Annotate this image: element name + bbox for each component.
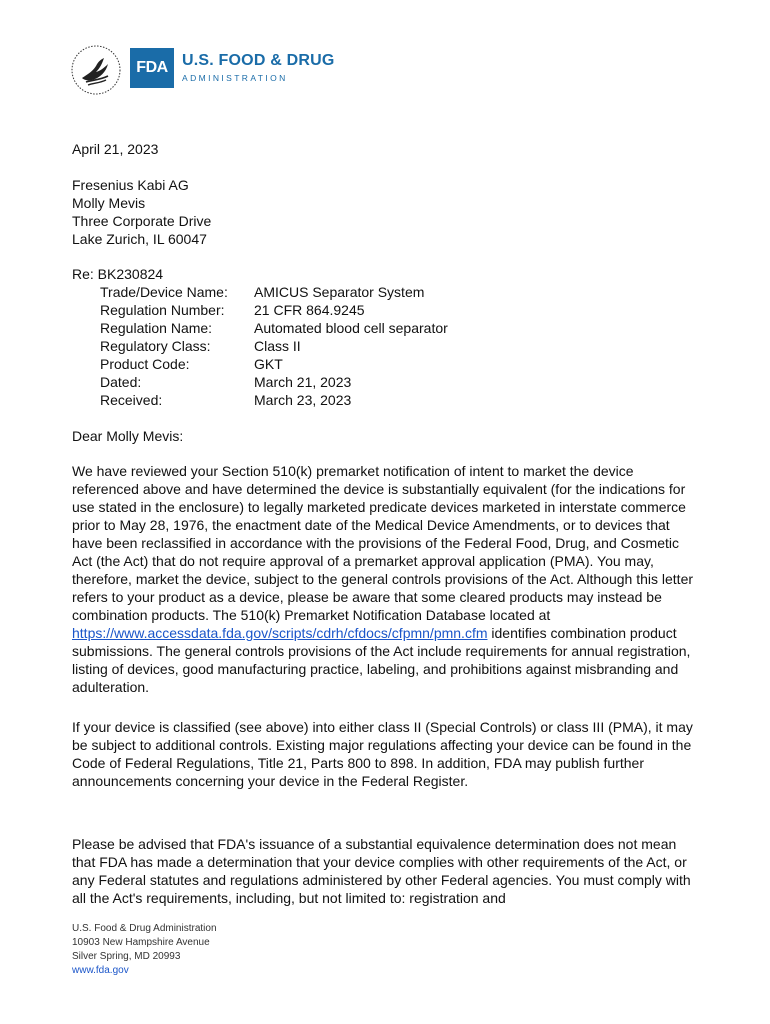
footer-line: U.S. Food & Drug Administration: [72, 923, 217, 934]
detail-value: Automated blood cell separator: [254, 320, 448, 336]
fda-logo-mark: FDA: [130, 48, 174, 88]
salutation: Dear Molly Mevis:: [72, 428, 184, 444]
fda-logo-subtitle: ADMINISTRATION: [182, 73, 288, 83]
footer-address: [72, 922, 217, 978]
letter-date: April 21, 2023: [72, 141, 159, 157]
detail-value: March 21, 2023: [254, 374, 352, 390]
detail-label: Received:: [100, 392, 163, 408]
detail-label: Regulatory Class:: [100, 338, 211, 354]
detail-value: March 23, 2023: [254, 392, 352, 408]
footer-website-link[interactable]: www.fda.gov: [72, 965, 129, 976]
body-paragraph-2: If your device is classified (see above) into either class II (Special Controls) or class III (PMA), it may be subject to additional controls. Existing major regulations affecting your device can be found in the Code of Federal Regulations, Title 21, Parts 800 to 898. In addition, FDA may publish further announcements concerning your device in the Federal Register.: [72, 719, 693, 789]
detail-label: Dated:: [100, 374, 142, 390]
detail-row: [72, 355, 712, 373]
detail-row: [72, 301, 712, 319]
paragraph-text: identifies combination product submissions. The general controls provisions of the Act include requirements for annual registration, listing of devices, good manufacturing practice, labeling, and prohibitions against misbranding and adulteration.: [72, 625, 691, 695]
recipient-name: Molly Mevis: [72, 195, 146, 211]
recipient-company: Fresenius Kabi AG: [72, 177, 189, 193]
detail-value: Class II: [254, 338, 301, 354]
detail-label: Regulation Number:: [100, 302, 225, 318]
paragraph-text: We have reviewed your Section 510(k) premarket notification of intent to market the device referenced above and have determined the device is substantially equivalent (for the indications for use stated in the enclosure) to legally marketed predicate devices marketed in interstate commerce prior to May 28, 1976, the enactment date of the Medical Device Amendments, or to devices that have been reclassified in accordance with the provisions of the Federal Food, Drug, and Cosmetic Act (the Act) that do not require approval of a premarket approval application (PMA). You may, therefore, market the device, subject to the general controls provisions of the Act. Although this letter refers to your product as a device, please be aware that some cleared products may instead be combination products. The 510(k) Premarket Notification Database located at: [72, 463, 694, 623]
recipient-city: Lake Zurich, IL 60047: [72, 231, 207, 247]
hhs-seal-icon: [70, 44, 122, 96]
detail-row: [72, 391, 712, 409]
footer-line: Silver Spring, MD 20993: [72, 951, 181, 962]
recipient-street: Three Corporate Drive: [72, 213, 212, 229]
detail-row: [72, 373, 712, 391]
body-paragraph-3: Please be advised that FDA's issuance of a substantial equivalence determination does not mean that FDA has made a determination that your device complies with other requirements of the Act, or any Federal statutes and regulations administered by other Federal agencies. You must comply with all the Act's requirements, including, but not limited to: registration and: [72, 836, 691, 906]
detail-label: Trade/Device Name:: [100, 284, 228, 300]
body-paragraph-1: [72, 462, 696, 696]
detail-label: Regulation Name:: [100, 320, 213, 336]
detail-row: [72, 337, 712, 355]
detail-value: AMICUS Separator System: [254, 284, 425, 300]
recipient-address: [72, 176, 696, 248]
detail-row: [72, 283, 712, 301]
detail-label: Product Code:: [100, 356, 190, 372]
detail-row: [72, 319, 712, 337]
re-line: Re: BK230824: [72, 266, 164, 282]
fda-logo: [130, 48, 335, 88]
detail-value: GKT: [254, 356, 283, 372]
detail-value: 21 CFR 864.9245: [254, 302, 365, 318]
pmn-database-link[interactable]: https://www.accessdata.fda.gov/scripts/cdrh/cfdocs/cfpmn/pmn.cfm: [72, 625, 488, 641]
fda-logo-title: U.S. FOOD & DRUG: [182, 52, 335, 69]
footer-line: 10903 New Hampshire Avenue: [72, 937, 210, 948]
